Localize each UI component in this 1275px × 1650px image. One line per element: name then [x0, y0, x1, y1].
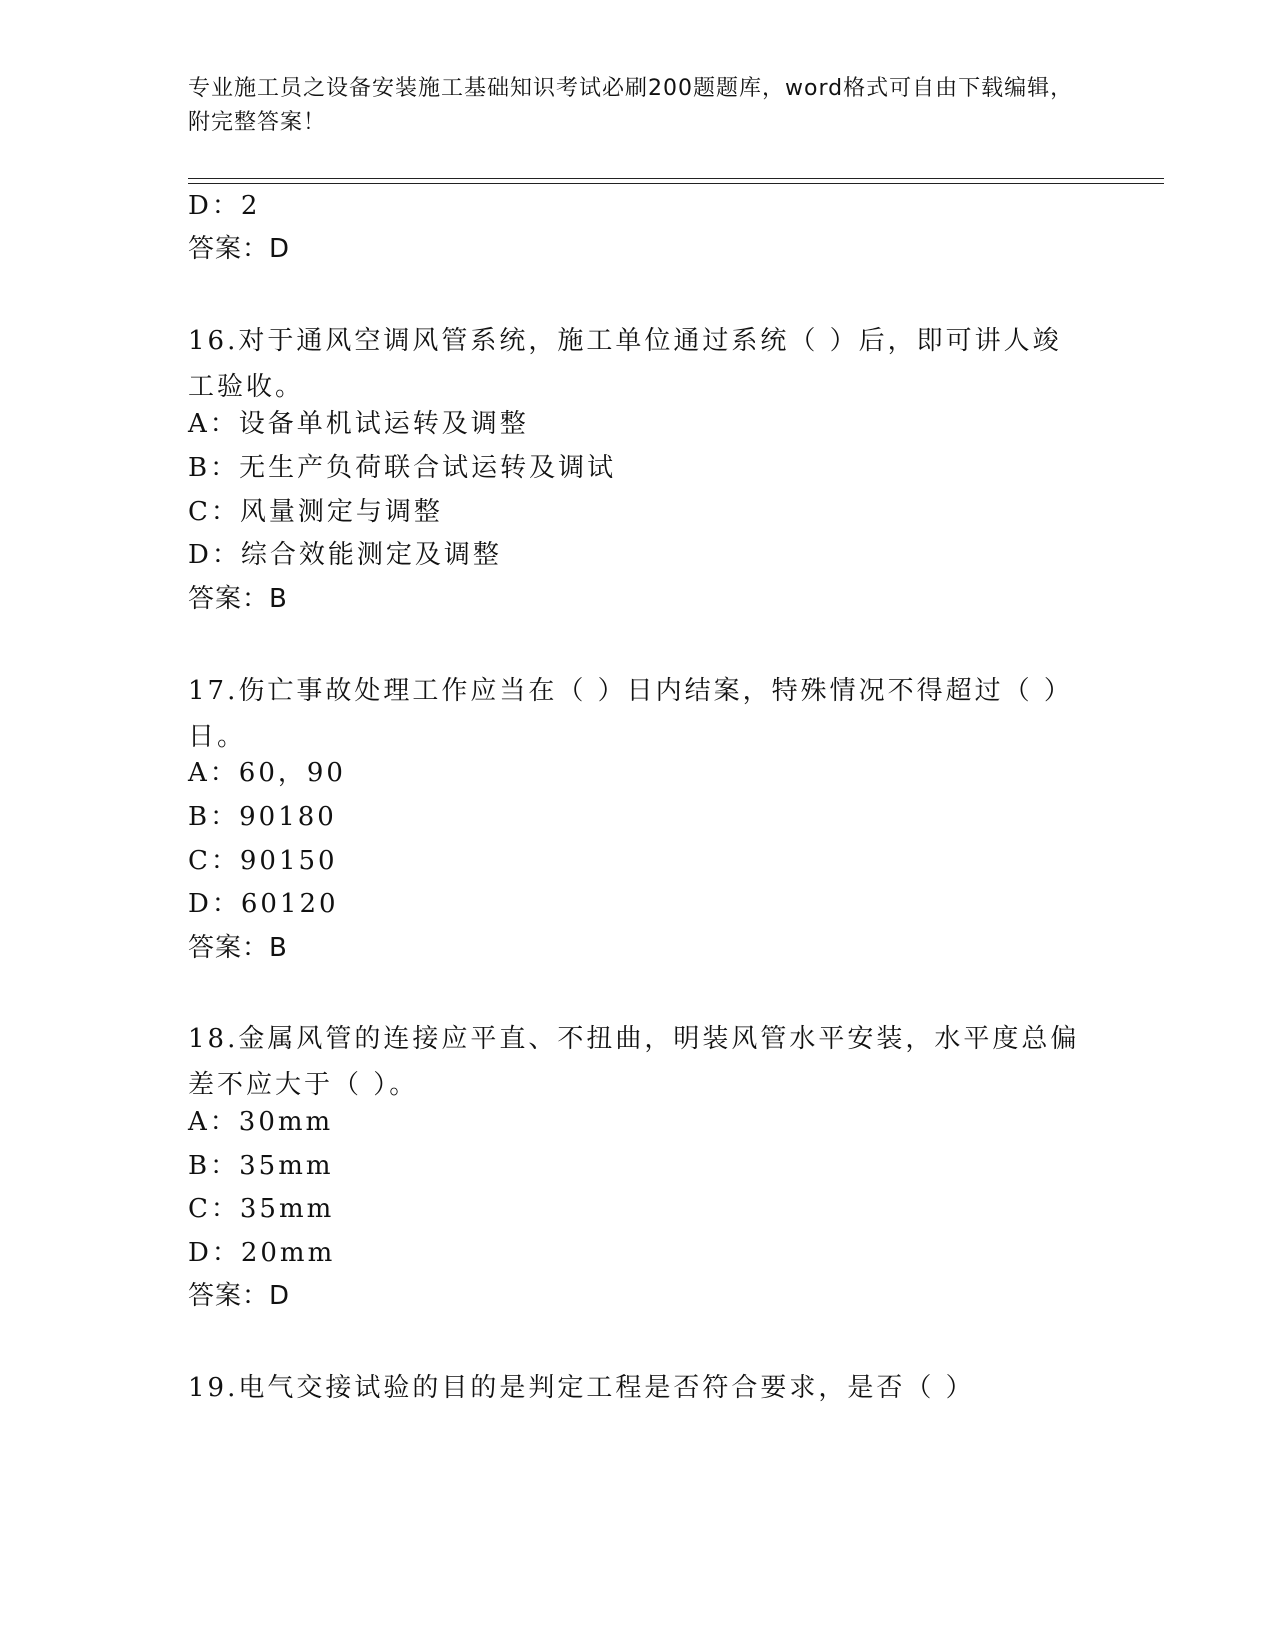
question-17-option-d: D：60120	[188, 889, 339, 919]
question-16-answer: 答案：B	[188, 584, 288, 614]
header-divider-bottom	[188, 183, 1164, 184]
question-16-option-b: B：无生产负荷联合试运转及调试	[188, 453, 617, 483]
question-17-option-c: C：90150	[188, 846, 338, 876]
question-17-option-a: A：60，90	[188, 758, 346, 788]
question-18-answer: 答案：D	[188, 1281, 291, 1311]
question-18-option-b: B：35mm	[188, 1151, 334, 1181]
question-16-option-a: A：设备单机试运转及调整	[188, 409, 529, 439]
prev-option-d: D：2	[188, 191, 261, 221]
page-header-title: 专业施工员之设备安装施工基础知识考试必刷200题题库，word格式可自由下载编辑，附完整答案！	[188, 76, 1074, 135]
question-18-option-c: C：35mm	[188, 1194, 335, 1224]
question-16-option-c: C：风量测定与调整	[188, 497, 443, 527]
prev-answer: 答案：D	[188, 234, 291, 264]
question-19-text: 19.电气交接试验的目的是判定工程是否符合要求，是否（ ）	[188, 1373, 975, 1403]
header-divider-top	[188, 178, 1164, 179]
question-18-option-d: D：20mm	[188, 1238, 336, 1268]
question-17-option-b: B：90180	[188, 802, 337, 832]
question-16-option-d: D：综合效能测定及调整	[188, 540, 502, 570]
question-17-answer: 答案：B	[188, 933, 288, 963]
question-17-text: 17.伤亡事故处理工作应当在（ ）日内结案，特殊情况不得超过（ ）日。	[188, 676, 1073, 752]
question-18-option-a: A：30mm	[188, 1107, 334, 1137]
question-18-text: 18.金属风管的连接应平直、不扭曲，明装风管水平安装，水平度总偏差不应大于（ ）。	[188, 1024, 1080, 1100]
question-16-text: 16.对于通风空调风管系统，施工单位通过系统（ ）后，即可讲人竣工验收。	[188, 326, 1062, 402]
